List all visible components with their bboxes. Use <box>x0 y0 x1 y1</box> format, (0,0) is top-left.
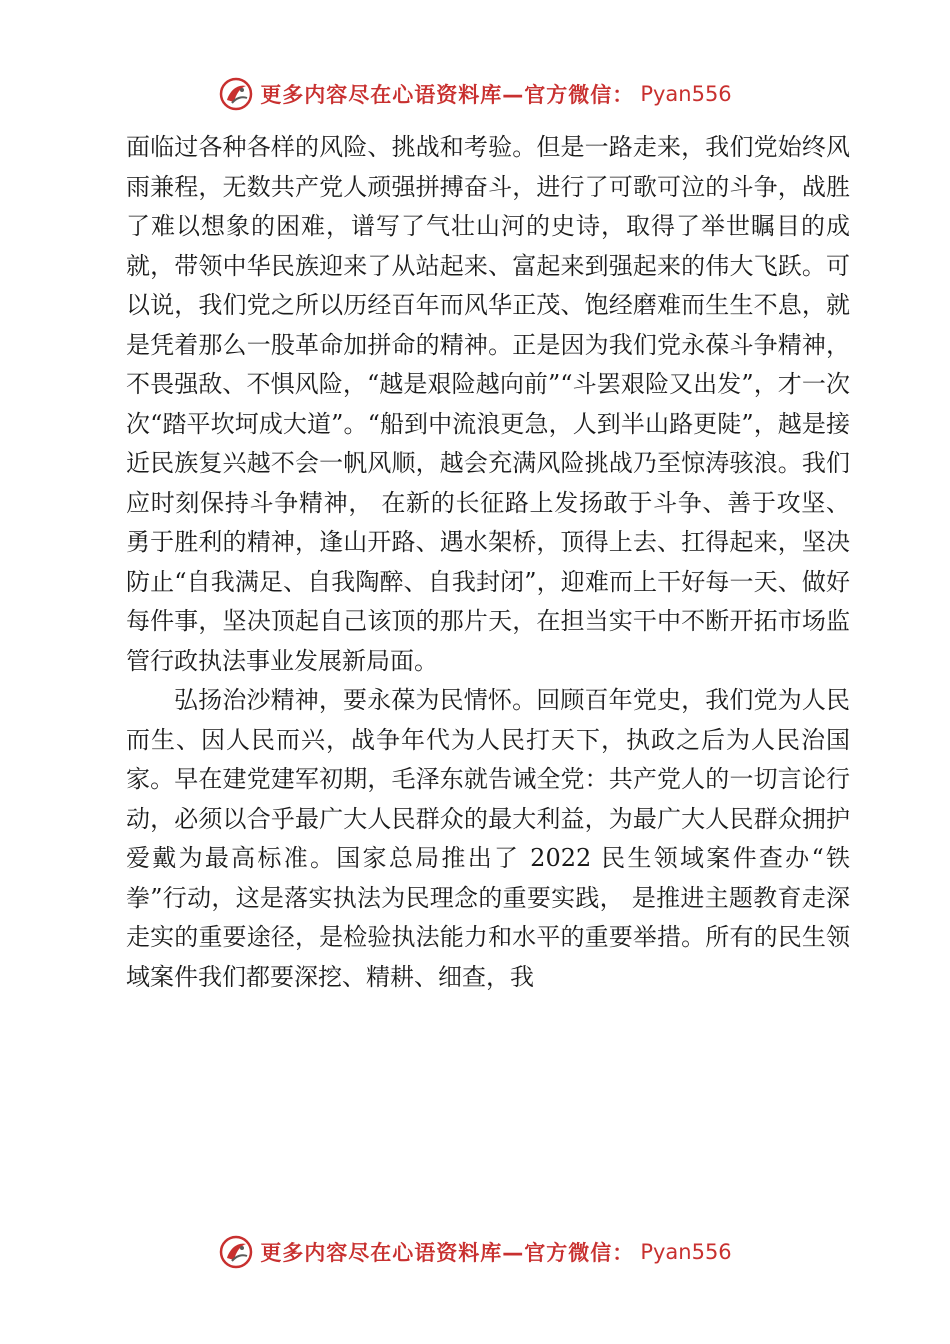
logo-icon <box>218 1234 254 1270</box>
paragraph-1: 面临过各种各样的风险、挑战和考验。但是一路走来，我们党始终风雨兼程，无数共产党人顽强拼搏奋斗，进行了可歌可泣的斗争，战胜了难以想象的困难，谱写了气壮山河的史诗，取得了举世瞩目的成就，带领中华民族迎来了从站起来、富起来到强起来的伟大飞跃。可以说，我们党之所以历经百年而风华正茂、饱经磨难而生生不息，就是凭着那么一股革命加拼命的精神。正是因为我们党永葆斗争精神，不畏强敌、不惧风险，“越是艰险越向前”“斗罢艰险又出发”，才一次次“踏平坎坷成大道”。“船到中流浪更急，人到半山路更陡”，越是接近民族复兴越不会一帆风顺，越会充满风险挑战乃至惊涛骇浪。我们应时刻保持斗争精神， 在新的长征路上发扬敢于斗争、善于攻坚、勇于胜利的精神，逢山开路、遇水架桥，顶得上去、扛得起来，坚决防止“自我满足、自我陶醉、自我封闭”，迎难而上干好每一天、做好每件事，坚决顶起自己该顶的那片天，在担当实干中不断开拓市场监管行政执法事业发展新局面。 <box>126 133 850 675</box>
footer-banner-wechat: Pyan556 <box>640 1240 732 1264</box>
footer-banner <box>0 1230 950 1274</box>
footer-banner-text: 更多内容尽在心语资料库—官方微信： <box>260 1241 635 1265</box>
header-banner-wechat: Pyan556 <box>640 82 732 106</box>
header-banner <box>0 72 950 116</box>
document-body <box>126 128 850 997</box>
paragraph-2: 弘扬治沙精神，要永葆为民情怀。回顾百年党史，我们党为人民而生、因人民而兴，战争年代为人民打天下，执政之后为人民治国家。早在建党建军初期，毛泽东就告诫全党：共产党人的一切言论行动，必须以合乎最广大人民群众的最大利益，为最广大人民群众拥护爱戴为最高标准。国家总局推出了 2022 民生领域案件查办“铁拳”行动，这是落实执法为民理念的重要实践， 是推进主题教育走深走实的重要途径，是检验执法能力和水平的重要举措。所有的民生领域案件我们都要深挖、精耕、细查，我 <box>126 686 850 991</box>
header-banner-text: 更多内容尽在心语资料库—官方微信： <box>260 83 635 107</box>
logo-icon <box>218 76 254 112</box>
